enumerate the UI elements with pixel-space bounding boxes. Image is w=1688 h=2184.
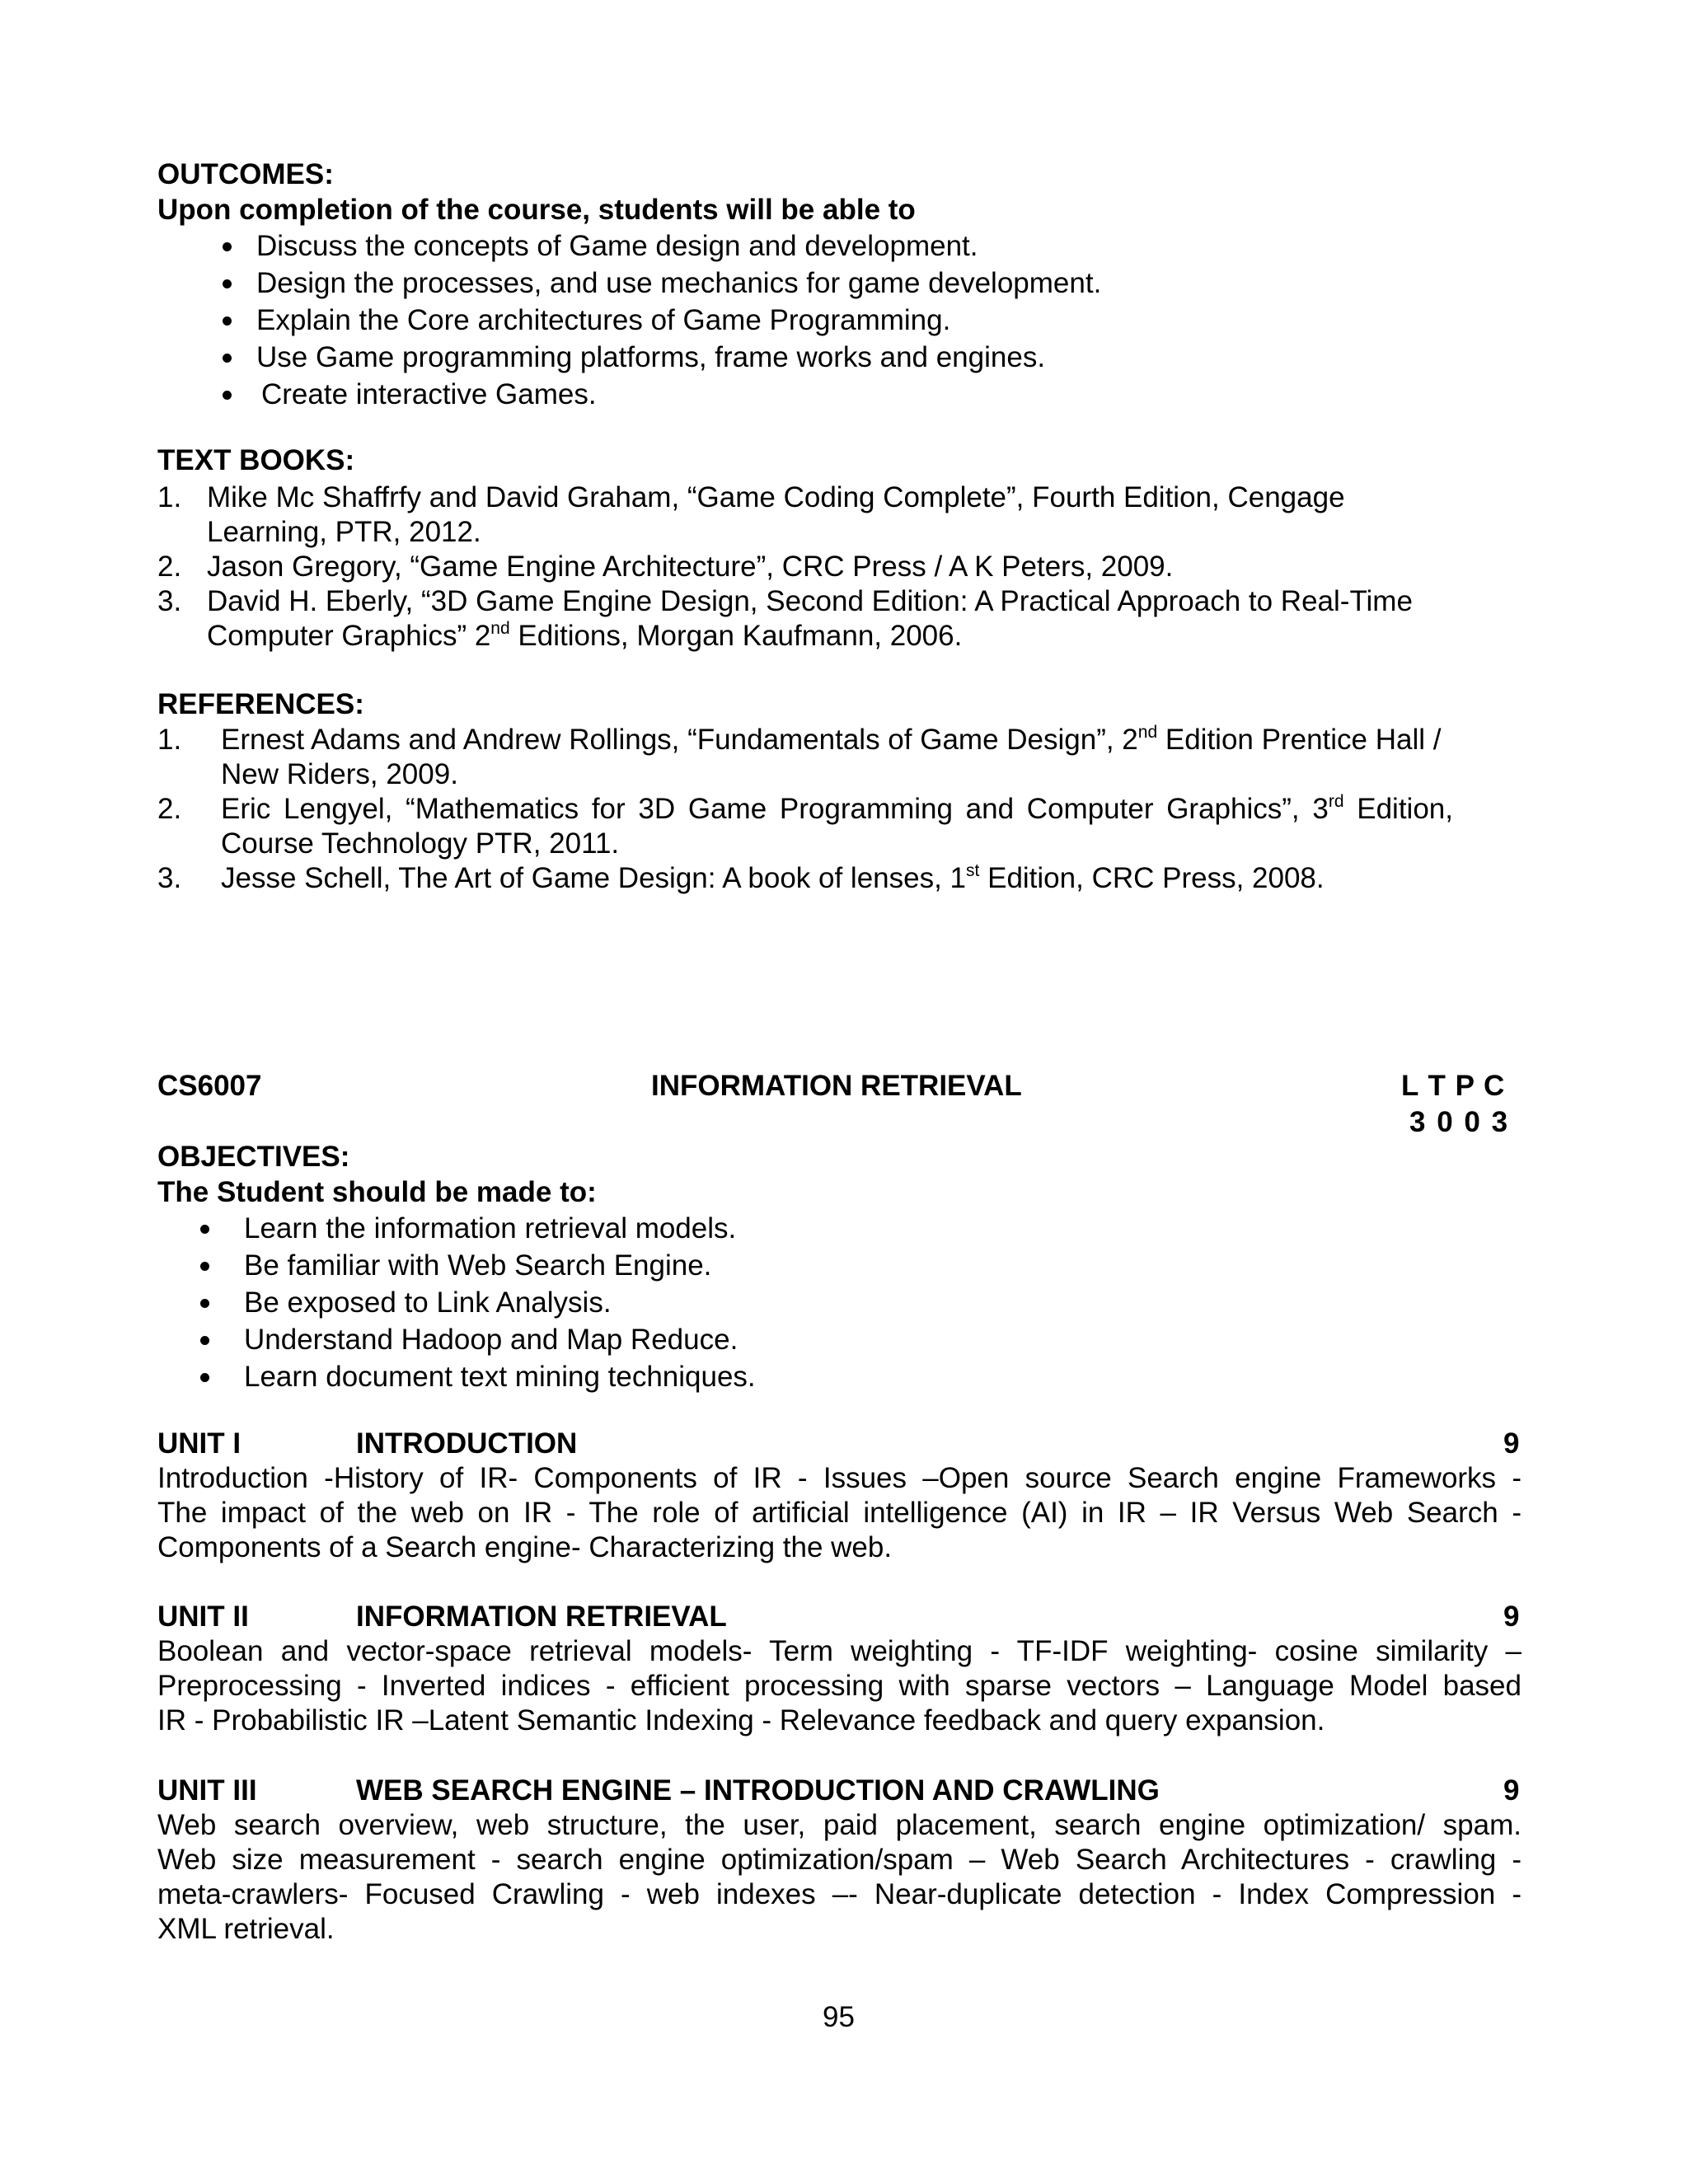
unit-label: UNIT I xyxy=(157,1427,241,1460)
list-item-continuation: New Riders, 2009. xyxy=(221,758,458,790)
unit-description-line: The impact of the web on IR - The role of artificial intelligence (AI) in IR – IR Versus Web Search - xyxy=(157,1497,1522,1529)
list-number: 2. xyxy=(157,793,182,825)
outcomes-intro: Upon completion of the course, students will be able to xyxy=(157,194,916,226)
unit-description-line: IR - Probabilistic IR –Latent Semantic Indexing - Relevance feedback and query expansion. xyxy=(157,1704,1325,1736)
list-item-continuation: Learning, PTR, 2012. xyxy=(207,516,481,548)
unit-description-line: Preprocessing - Inverted indices - efficient processing with sparse vectors – Language Model based xyxy=(157,1670,1522,1702)
list-item: Mike Mc Shaffrfy and David Graham, “Game Coding Complete”, Fourth Edition, Cengage xyxy=(207,481,1345,513)
bullet-icon xyxy=(223,354,232,363)
bullet-icon xyxy=(223,279,232,288)
unit-label: UNIT II xyxy=(157,1601,249,1633)
list-item: Eric Lengyel, “Mathematics for 3D Game Programming and Computer Graphics”, 3rd Edition, xyxy=(221,792,1453,825)
list-item: David H. Eberly, “3D Game Engine Design, Second Edition: A Practical Approach to Real-Time xyxy=(207,585,1413,617)
list-item: Learn the information retrieval models. xyxy=(244,1212,737,1244)
outcomes-heading: OUTCOMES: xyxy=(157,158,334,190)
unit-title: WEB SEARCH ENGINE – INTRODUCTION AND CRAWLING xyxy=(356,1774,1160,1807)
bullet-icon xyxy=(223,316,232,326)
course-title: INFORMATION RETRIEVAL xyxy=(651,1070,1022,1102)
bullet-icon xyxy=(200,1225,209,1234)
unit-description-line: Web size measurement - search engine optimization/spam – Web Search Architectures - crawling - xyxy=(157,1844,1522,1876)
list-number: 1. xyxy=(157,481,182,513)
bullet-icon xyxy=(200,1373,209,1382)
bullet-icon xyxy=(223,242,232,251)
unit-description-line: Boolean and vector-space retrieval models- Term weighting - TF-IDF weighting- cosine similarity – xyxy=(157,1635,1522,1667)
bullet-icon xyxy=(200,1299,209,1308)
list-item-continuation: Course Technology PTR, 2011. xyxy=(221,827,620,860)
list-item: Design the processes, and use mechanics for game development. xyxy=(256,267,1102,299)
objectives-heading: OBJECTIVES: xyxy=(157,1141,350,1173)
list-number: 2. xyxy=(157,551,182,583)
unit-hours: 9 xyxy=(1503,1427,1520,1460)
list-item: Jason Gregory, “Game Engine Architecture”, CRC Press / A K Peters, 2009. xyxy=(207,551,1174,583)
list-item: Be familiar with Web Search Engine. xyxy=(244,1249,712,1282)
list-item: Be exposed to Link Analysis. xyxy=(244,1286,612,1319)
list-item: Use Game programming platforms, frame works and engines. xyxy=(256,341,1046,373)
list-number: 3. xyxy=(157,862,182,894)
unit-description-line: Introduction -History of IR- Components of IR - Issues –Open source Search engine Frameworks - xyxy=(157,1462,1522,1494)
list-item: Create interactive Games. xyxy=(261,378,597,410)
unit-title: INFORMATION RETRIEVAL xyxy=(356,1601,727,1633)
unit-description-line: XML retrieval. xyxy=(157,1913,335,1945)
list-item: Learn document text mining techniques. xyxy=(244,1361,756,1393)
list-number: 1. xyxy=(157,724,182,756)
bullet-icon xyxy=(200,1262,209,1271)
unit-label: UNIT III xyxy=(157,1774,257,1807)
ltpc-label: L T P C xyxy=(1401,1070,1505,1102)
list-item: Jesse Schell, The Art of Game Design: A book of lenses, 1st Edition, CRC Press, 2008. xyxy=(221,861,1325,894)
text-books-heading: TEXT BOOKS: xyxy=(157,444,355,476)
bullet-icon xyxy=(200,1336,209,1345)
superscript: rd xyxy=(1328,792,1344,811)
superscript: nd xyxy=(1137,723,1158,742)
unit-hours: 9 xyxy=(1503,1601,1520,1633)
superscript: nd xyxy=(490,619,510,638)
unit-hours: 9 xyxy=(1503,1774,1520,1807)
bullet-icon xyxy=(223,391,232,400)
references-heading: REFERENCES: xyxy=(157,688,364,720)
unit-description-line: Components of a Search engine- Characterizing the web. xyxy=(157,1531,893,1563)
list-number: 3. xyxy=(157,585,182,617)
superscript: st xyxy=(966,861,980,880)
unit-title: INTRODUCTION xyxy=(356,1427,578,1460)
unit-description-line: meta-crawlers- Focused Crawling - web indexes –- Near-duplicate detection - Index Compression - xyxy=(157,1878,1522,1910)
unit-description-line: Web search overview, web structure, the user, paid placement, search engine optimization/ spam. xyxy=(157,1809,1522,1841)
page-number: 95 xyxy=(823,2001,855,2033)
list-item: Understand Hadoop and Map Reduce. xyxy=(244,1324,738,1356)
list-item: Explain the Core architectures of Game Programming. xyxy=(256,304,951,336)
list-item-continuation: Computer Graphics” 2nd Editions, Morgan Kaufmann, 2006. xyxy=(207,619,963,652)
ltpc-values: 3 0 0 3 xyxy=(1409,1106,1508,1138)
course-code: CS6007 xyxy=(157,1070,262,1102)
list-item: Discuss the concepts of Game design and development. xyxy=(256,230,978,262)
objectives-intro: The Student should be made to: xyxy=(157,1176,597,1208)
list-item: Ernest Adams and Andrew Rollings, “Fundamentals of Game Design”, 2nd Edition Prentice Hall / xyxy=(221,723,1442,756)
